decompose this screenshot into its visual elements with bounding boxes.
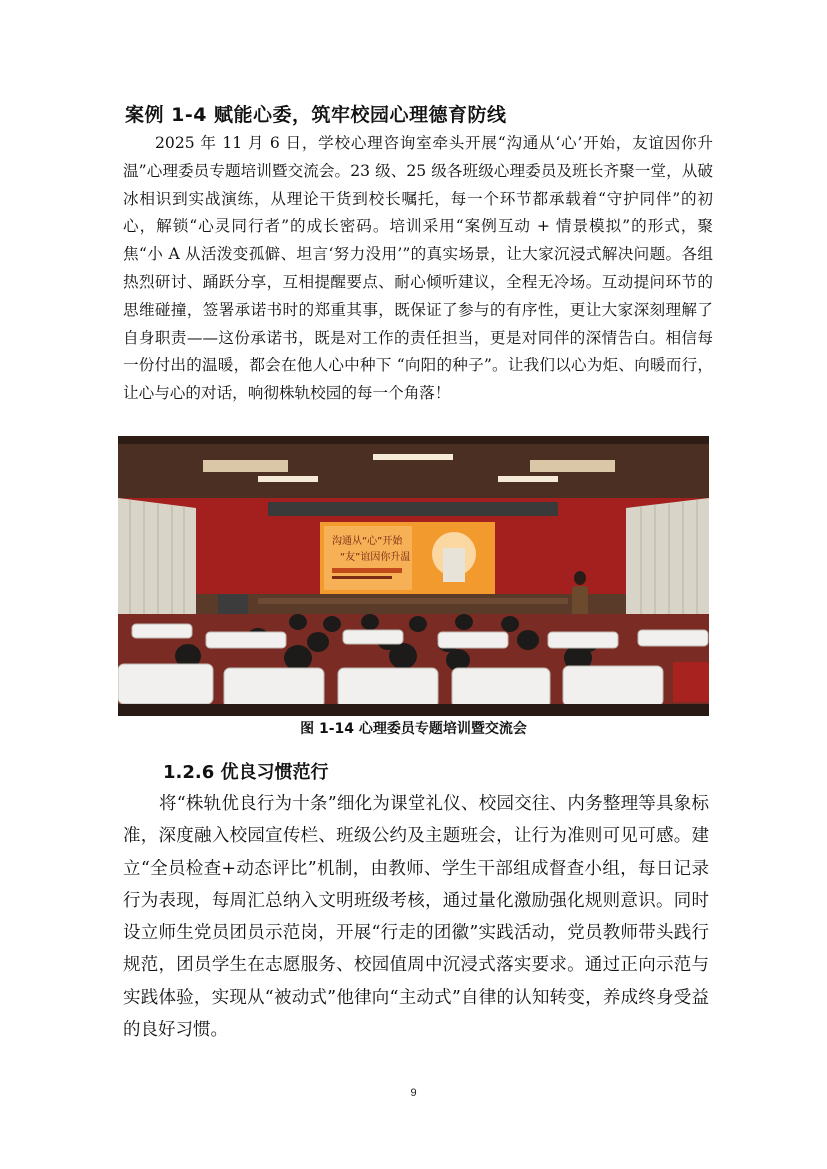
screen-title-line2: “友”谊因你升温 <box>340 552 411 563</box>
page-number: 9 <box>410 1087 417 1099</box>
training-photo <box>118 436 709 716</box>
screen-title-line1: 沟通从“心”开始 <box>332 536 403 547</box>
section-heading: 1.2.6 优良习惯范行 <box>163 762 329 783</box>
case-title: 案例 1-4 赋能心委，筑牢校园心理德育防线 <box>125 104 507 126</box>
auditorium-illustration <box>118 436 709 716</box>
figure-caption: 图 1-14 心理委员专题培训暨交流会 <box>300 721 527 737</box>
section-paragraph: 将“株轨优良行为十条”细化为课堂礼仪、校园交往、内务整理等具象标准，深度融入校园宣传栏、班级公约及主题班会，让行为准则可见可感。建立“全员检查+动态评比”机制，由教师、学生干部组成督查小组，每日记录行为表现，每周汇总纳入文明班级考核，通过量化激励强化规则意识。同时设立师生党员团员示范岗，开展“行走的团徽”实践活动，党员教师带头践行规范，团员学生在志愿服务、校园值周中沉浸式落实要求。通过正向示范与实践体验，实现从“被动式”他律向“主动式”自律的认知转变，养成终身受益的良好习惯。 <box>123 794 709 1041</box>
case-paragraph: 2025 年 11 月 6 日，学校心理咨询室牵头开展“沟通从‘心’开始，友谊因你升温”心理委员专题培训暨交流会。23 级、25 级各班级心理委员及班长齐聚一堂，从破冰相识到实战演练，从理论干货到校长嘱托，每一个环节都承载着“守护同伴”的初心，解锁“心灵同行者”的成长密码。培训采用“案例互动 + 情景模拟”的形式，聚焦“小 A 从活泼变孤僻、坦言‘努力没用’”的真实场景，让大家沉浸式解决问题。各组热烈研讨、踊跃分享，互相提醒要点、耐心倾听建议，全程无冷场。互动提问环节的思维碰撞，签署承诺书时的郑重其事，既保证了参与的有序性，更让大家深刻理解了自身职责——这份承诺书，既是对工作的责任担当，更是对同伴的深情告白。相信每一份付出的温暖，都会在他人心中种下 “向阳的种子”。让我们以心为炬、向暖而行，让心与心的对话，响彻株轨校园的每一个角落！ <box>123 134 713 403</box>
